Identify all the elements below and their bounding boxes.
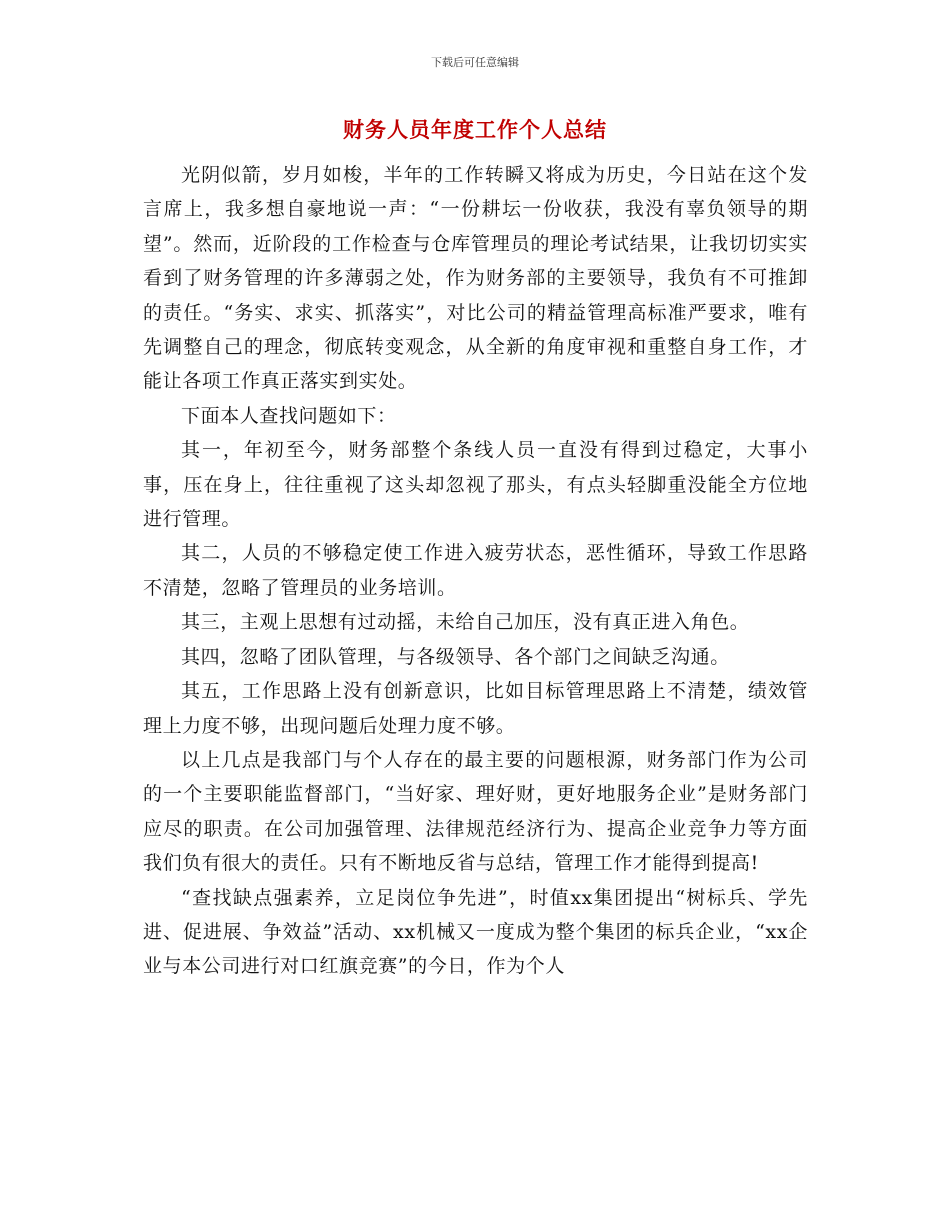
- paragraph: “查找缺点强素养，立足岗位争先进”，时值xx集团提出“树标兵、学先进、促进展、争效益”活动、xx机械又一度成为整个集团的标兵企业，“xx企业与本公司进行对口红旗竞赛”的今日，作为个人: [143, 886, 808, 978]
- paragraph: 其四，忽略了团队管理，与各级领导、各个部门之间缺乏沟通。: [181, 645, 730, 668]
- paragraph: 其一，年初至今，财务部整个条线人员一直没有得到过稳定，大事小事，压在身上，往往重视了这头却忽视了那头，有点头轻脚重没能全方位地进行管理。: [143, 439, 808, 531]
- paragraph: 以上几点是我部门与个人存在的最主要的问题根源，财务部门作为公司的一个主要职能监督部门，“当好家、理好财，更好地服务企业”是财务部门应尽的职责。在公司加强管理、法律规范经济行为、提高企业竞争力等方面我们负有很大的责任。只有不断地反省与总结，管理工作才能得到提高!: [143, 748, 808, 875]
- paragraph: 其二，人员的不够稳定使工作进入疲劳状态，恶性循环，导致工作思路不清楚，忽略了管理员的业务培训。: [143, 542, 808, 599]
- paragraph: 下面本人查找问题如下：: [181, 404, 397, 427]
- header-note: 下载后可任意编辑: [431, 56, 519, 69]
- paragraph: 光阴似箭，岁月如梭，半年的工作转瞬又将成为历史，今日站在这个发言席上，我多想自豪地说一声：“一份耕坛一份收获，我没有辜负领导的期望”。然而，近阶段的工作检查与仓库管理员的理论考试结果，让我切切实实看到了财务管理的许多薄弱之处，作为财务部的主要领导，我负有不可推卸的责任。“务实、求实、抓落实”，对比公司的精益管理高标准严要求，唯有先调整自己的理念，彻底转变观念，从全新的角度审视和重整自身工作，才能让各项工作真正落实到实处。: [143, 164, 808, 393]
- document-title: 财务人员年度工作个人总结: [343, 118, 607, 142]
- paragraph: 其五，工作思路上没有创新意识，比如目标管理思路上不清楚，绩效管理上力度不够，出现问题后处理力度不够。: [143, 680, 808, 737]
- document-body: [143, 158, 808, 984]
- paragraph: 其三，主观上思想有过动摇，未给自己加压，没有真正进入角色。: [181, 611, 750, 634]
